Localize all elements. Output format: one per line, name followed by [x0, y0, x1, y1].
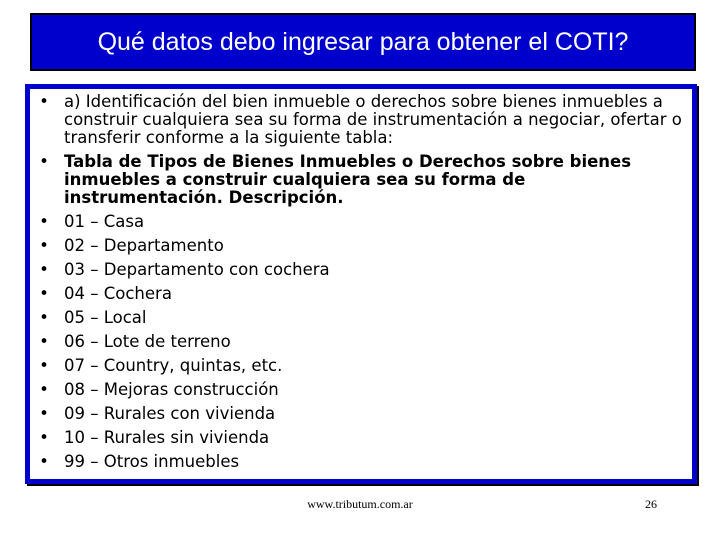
page-number: 26: [645, 497, 657, 511]
bullet-icon: •: [39, 260, 49, 279]
bullet-item: [36, 261, 686, 279]
bullet-icon: •: [39, 152, 49, 171]
bullet-icon: •: [39, 236, 49, 255]
bullet-text: a) Identificación del bien inmueble o derechos sobre bienes inmuebles a construir cualquiera sea su forma de instrumentación a negociar, ofertar o transferir conforme a la siguiente tabla:: [64, 92, 682, 147]
bullet-item: [36, 237, 686, 255]
bullet-text: 04 – Cochera: [64, 284, 172, 303]
bullet-item: [36, 381, 686, 399]
bullet-text: 10 – Rurales sin vivienda: [64, 428, 270, 447]
bullet-text: 09 – Rurales con vivienda: [64, 404, 276, 423]
slide-content-box: [25, 84, 697, 484]
bullet-item: [36, 93, 686, 147]
bullet-icon: •: [39, 308, 49, 327]
bullet-text: 01 – Casa: [64, 212, 145, 231]
slide-title: Qué datos debo ingresar para obtener el COTI?: [97, 27, 629, 56]
bullet-item: [36, 213, 686, 231]
bullet-text: Tabla de Tipos de Bienes Inmuebles o Derechos sobre bienes inmuebles a construir cualquiera sea su forma de instrumentación. Descripción.: [64, 152, 632, 207]
bullet-icon: •: [39, 332, 49, 351]
bullet-icon: •: [39, 380, 49, 399]
bullet-item: [36, 153, 686, 207]
footer-url: www.tributum.com.ar: [307, 497, 413, 511]
bullet-text: 05 – Local: [64, 308, 147, 327]
bullet-icon: •: [39, 452, 49, 471]
bullet-icon: •: [39, 404, 49, 423]
bullet-text: 03 – Departamento con cochera: [64, 260, 330, 279]
bullet-icon: •: [39, 428, 49, 447]
bullet-text: 08 – Mejoras construcción: [64, 380, 279, 399]
bullet-item: [36, 333, 686, 351]
bullet-icon: •: [39, 92, 49, 111]
bullet-item: [36, 285, 686, 303]
bullet-item: [36, 453, 686, 471]
bullet-icon: •: [39, 212, 49, 231]
slide-title-box: [30, 13, 696, 71]
bullet-list: [36, 93, 686, 471]
bullet-text: 07 – Country, quintas, etc.: [64, 356, 283, 375]
bullet-icon: •: [39, 356, 49, 375]
bullet-item: [36, 429, 686, 447]
bullet-item: [36, 357, 686, 375]
bullet-text: 99 – Otros inmuebles: [64, 452, 240, 471]
bullet-text: 02 – Departamento: [64, 236, 224, 255]
bullet-icon: •: [39, 284, 49, 303]
bullet-item: [36, 309, 686, 327]
bullet-item: [36, 405, 686, 423]
bullet-text: 06 – Lote de terreno: [64, 332, 231, 351]
